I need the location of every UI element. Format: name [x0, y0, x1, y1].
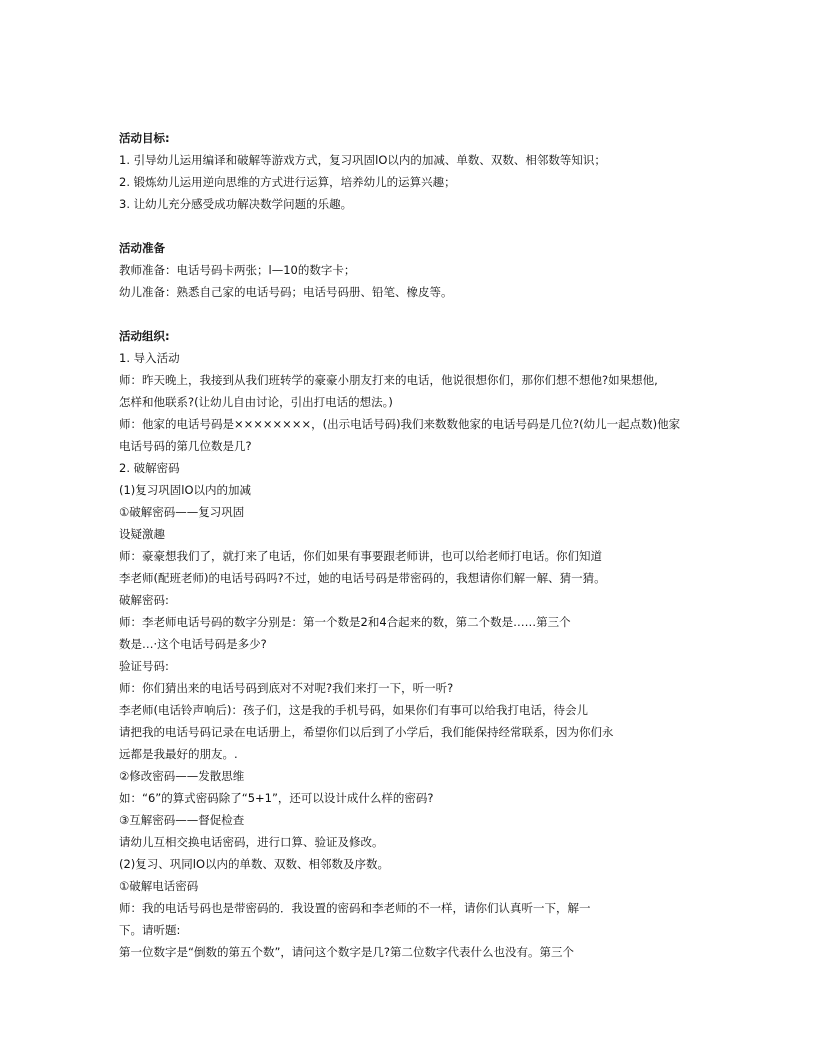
goal-item-2: 2. 锻炼幼儿运用逆向思维的方式进行运算，培养幼儿的运算兴趣；: [119, 175, 456, 189]
paragraph-line: ③互解密码——督促检查: [119, 813, 245, 827]
paragraph-line: 验证号码:: [119, 659, 169, 673]
paragraph-line: 李老师(配班老师)的电话号码吗?不过，她的电话号码是带密码的，我想请你们解一解、猜一猜。: [119, 571, 606, 585]
paragraph-line: (1)复习巩固lO以内的加减: [119, 483, 252, 497]
paragraph-line: ①破解密码——复习巩固: [119, 505, 245, 519]
paragraph-line: 数是…·这个电话号码是多少?: [119, 637, 267, 651]
paragraph-line: (2)复习、巩同lO以内的单数、双数、相邻数及序数。: [119, 857, 390, 871]
paragraph-line: 李老师(电话铃声响后)：孩子们，这是我的手机号码，如果你们有事可以给我打电话，待会儿: [119, 703, 588, 717]
paragraph-line: 第一位数字是“倒数的第五个数”，请问这个数字是几?第二位数字代表什么也没有。第三个: [119, 945, 575, 959]
preparation-teacher: 教师准备：电话号码卡两张；l—10的数字卡；: [119, 263, 356, 277]
paragraph-line: 师：他家的电话号码是××××××××，(出示电话号码)我们来数数他家的电话号码是几位?(幼儿一起点数)他家: [119, 417, 681, 431]
paragraph-line: 设疑激趣: [119, 527, 165, 541]
paragraph-line: 下。请听题:: [119, 923, 181, 937]
paragraph-line: 电话号码的第几位数是几?: [119, 439, 252, 453]
paragraph-line: 师：昨天晚上，我接到从我们班转学的豪豪小朋友打来的电话，他说很想你们，那你们想不想他?如果想他,: [119, 373, 658, 387]
paragraph-line: 请把我的电话号码记录在电话册上，希望你们以后到了小学后，我们能保持经常联系，因为你们永: [119, 725, 614, 739]
paragraph-line: 如：“6”的算式密码除了“5+1”，还可以设计成什么样的密码?: [119, 791, 434, 805]
paragraph-line: 破解密码:: [119, 593, 169, 607]
paragraph-line: 2. 破解密码: [119, 461, 180, 475]
paragraph-line: 怎样和他联系?(让幼儿自由讨论，引出打电话的想法。): [119, 395, 393, 409]
paragraph-line: 师：李老师电话号码的数字分别是：第一个数是2和4合起来的数，第二个数是……第三个: [119, 615, 571, 629]
paragraph-line: 远都是我最好的朋友。.: [119, 747, 238, 761]
paragraph-line: 师：我的电话号码也是带密码的．我设置的密码和李老师的不一样，请你们认真听一下，解一: [119, 901, 591, 915]
section-heading-goals: 活动目标:: [119, 131, 170, 145]
goal-item-1: 1. 引导幼儿运用编译和破解等游戏方式，复习巩固lO以内的加减、单数、双数、相邻数等知识；: [119, 153, 606, 167]
document-page: [119, 127, 699, 963]
paragraph-line: ①破解电话密码: [119, 879, 199, 893]
preparation-children: 幼儿准备：熟悉自己家的电话号码；电话号码册、铅笔、橡皮等。: [119, 285, 453, 299]
goal-item-3: 3. 让幼儿充分感受成功解决数学问题的乐趣。: [119, 197, 353, 211]
section-spacer: [119, 215, 699, 237]
paragraph-line: 1. 导入活动: [119, 351, 180, 365]
paragraph-line: ②修改密码——发散思维: [119, 769, 245, 783]
paragraph-line: 师：豪豪想我们了，就打来了电话，你们如果有事要跟老师讲，也可以给老师打电话。你们知道: [119, 549, 602, 563]
paragraph-line: 请幼儿互相交换电话密码，进行口算、验证及修改。: [119, 835, 384, 849]
section-heading-preparation: 活动准备: [119, 241, 165, 255]
section-spacer: [119, 303, 699, 325]
section-heading-organization: 活动组织:: [119, 329, 170, 343]
paragraph-line: 师：你们猜出来的电话号码到底对不对呢?我们来打一下，听一听?: [119, 681, 454, 695]
